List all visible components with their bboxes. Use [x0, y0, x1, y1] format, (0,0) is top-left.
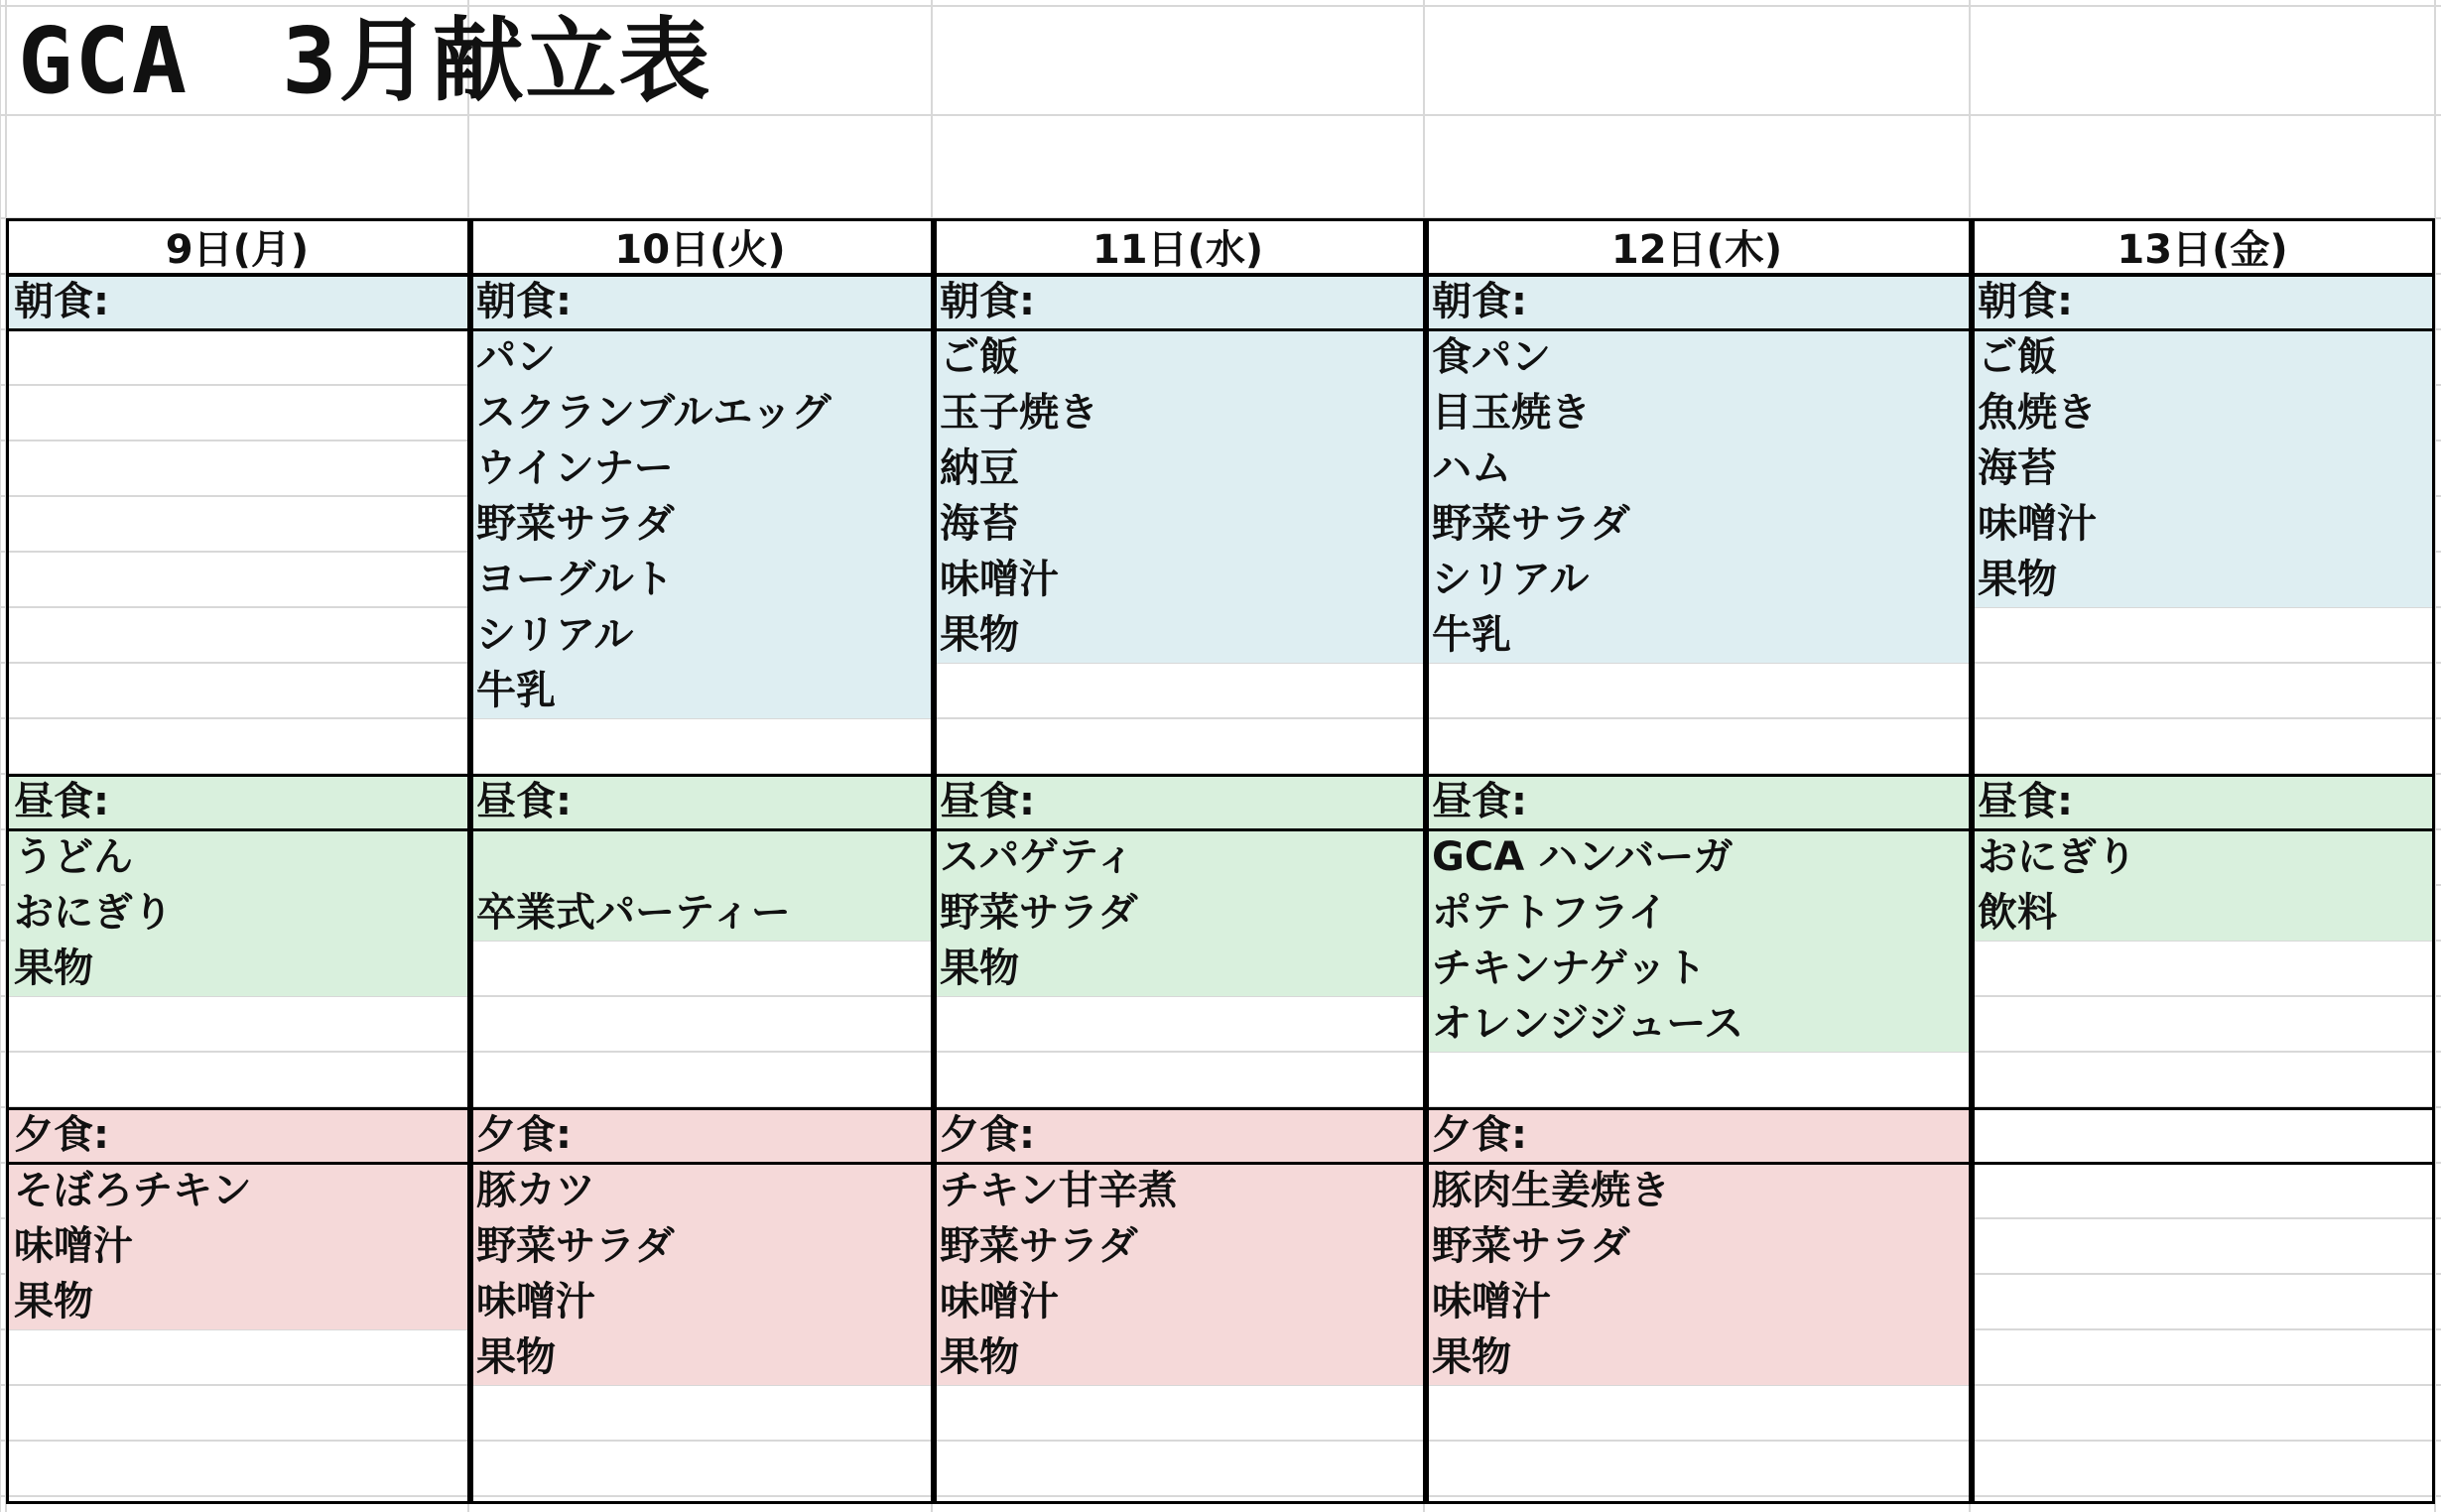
- breakfast-item[interactable]: 味噌汁: [1970, 496, 2435, 552]
- lunch-item[interactable]: [468, 829, 932, 885]
- lunch-label[interactable]: 昼食:: [468, 774, 932, 829]
- breakfast-item[interactable]: ハム: [1424, 441, 1970, 496]
- lunch-item[interactable]: チキンナゲット: [1424, 941, 1970, 996]
- day-header[interactable]: 13日(金): [2117, 226, 2288, 273]
- day-header[interactable]: 10日(火): [614, 226, 786, 273]
- breakfast-item[interactable]: 食パン: [1424, 329, 1970, 385]
- breakfast-item[interactable]: ヨーグルト: [468, 552, 932, 607]
- breakfast-label[interactable]: 朝食:: [1970, 274, 2435, 329]
- lunch-item[interactable]: 飲料: [1970, 885, 2435, 941]
- breakfast-label[interactable]: 朝食:: [1424, 274, 1970, 329]
- lunch-item[interactable]: GCA ハンバーガ: [1424, 829, 1970, 885]
- dinner-label[interactable]: 夕食:: [468, 1107, 932, 1163]
- breakfast-item[interactable]: 海苔: [1970, 441, 2435, 496]
- lunch-label[interactable]: 昼食:: [1970, 774, 2435, 829]
- breakfast-item[interactable]: 牛乳: [468, 663, 932, 718]
- breakfast-label[interactable]: 朝食:: [6, 274, 468, 329]
- breakfast-item[interactable]: ウインナー: [468, 441, 932, 496]
- dinner-item[interactable]: 果物: [6, 1274, 468, 1329]
- dinner-item[interactable]: 味噌汁: [6, 1218, 468, 1274]
- lunch-label[interactable]: 昼食:: [6, 774, 468, 829]
- breakfast-item[interactable]: 野菜サラダ: [1424, 496, 1970, 552]
- breakfast-item[interactable]: スクランブルエッグ: [468, 385, 932, 441]
- lunch-item[interactable]: おにぎり: [6, 885, 468, 941]
- lunch-item[interactable]: 果物: [932, 941, 1424, 996]
- breakfast-item[interactable]: 海苔: [932, 496, 1424, 552]
- lunch-item[interactable]: 果物: [6, 941, 468, 996]
- dinner-label[interactable]: 夕食:: [932, 1107, 1424, 1163]
- breakfast-item[interactable]: ご飯: [932, 329, 1424, 385]
- breakfast-item[interactable]: 味噌汁: [932, 552, 1424, 607]
- breakfast-item[interactable]: 玉子焼き: [932, 385, 1424, 441]
- day-header[interactable]: 12日(木): [1610, 226, 1783, 273]
- lunch-item[interactable]: うどん: [6, 829, 468, 885]
- breakfast-item[interactable]: 牛乳: [1424, 607, 1970, 663]
- dinner-item[interactable]: 果物: [1424, 1329, 1970, 1385]
- breakfast-item[interactable]: シリアル: [468, 607, 932, 663]
- breakfast-item[interactable]: シリアル: [1424, 552, 1970, 607]
- dinner-item[interactable]: 野菜サラダ: [468, 1218, 932, 1274]
- dinner-item[interactable]: 味噌汁: [468, 1274, 932, 1329]
- dinner-label[interactable]: 夕食:: [1424, 1107, 1970, 1163]
- dinner-item[interactable]: 味噌汁: [932, 1274, 1424, 1329]
- dinner-item[interactable]: 果物: [468, 1329, 932, 1385]
- dinner-label[interactable]: 夕食:: [6, 1107, 468, 1163]
- day-header[interactable]: 9日(月): [165, 226, 310, 273]
- breakfast-item[interactable]: パン: [468, 329, 932, 385]
- dinner-item[interactable]: 野菜サラダ: [932, 1218, 1424, 1274]
- dinner-item[interactable]: 果物: [932, 1329, 1424, 1385]
- day-header[interactable]: 11日(水): [1092, 226, 1264, 273]
- dinner-item[interactable]: 豚カツ: [468, 1163, 932, 1218]
- breakfast-item[interactable]: 果物: [932, 607, 1424, 663]
- breakfast-item[interactable]: 目玉焼き: [1424, 385, 1970, 441]
- breakfast-item[interactable]: 魚焼き: [1970, 385, 2435, 441]
- page-title: GCA 3月献立表: [18, 8, 712, 114]
- breakfast-item[interactable]: 果物: [1970, 552, 2435, 607]
- lunch-item[interactable]: オレンジジュース: [1424, 996, 1970, 1052]
- dinner-item[interactable]: 味噌汁: [1424, 1274, 1970, 1329]
- dinner-item[interactable]: 豚肉生姜焼き: [1424, 1163, 1970, 1218]
- dinner-item[interactable]: そぼろチキン: [6, 1163, 468, 1218]
- breakfast-item[interactable]: 野菜サラダ: [468, 496, 932, 552]
- lunch-item[interactable]: 野菜サラダ: [932, 885, 1424, 941]
- lunch-label[interactable]: 昼食:: [932, 774, 1424, 829]
- lunch-item[interactable]: おにぎり: [1970, 829, 2435, 885]
- lunch-item[interactable]: スパゲティ: [932, 829, 1424, 885]
- dinner-item[interactable]: チキン甘辛煮: [932, 1163, 1424, 1218]
- lunch-item[interactable]: ポテトフライ: [1424, 885, 1970, 941]
- breakfast-item[interactable]: ご飯: [1970, 329, 2435, 385]
- weekly-menu-table: [6, 218, 2435, 1504]
- breakfast-label[interactable]: 朝食:: [468, 274, 932, 329]
- lunch-item[interactable]: 卒業式パーティー: [468, 885, 932, 941]
- dinner-item[interactable]: 野菜サラダ: [1424, 1218, 1970, 1274]
- breakfast-item[interactable]: 納豆: [932, 441, 1424, 496]
- breakfast-label[interactable]: 朝食:: [932, 274, 1424, 329]
- lunch-label[interactable]: 昼食:: [1424, 774, 1970, 829]
